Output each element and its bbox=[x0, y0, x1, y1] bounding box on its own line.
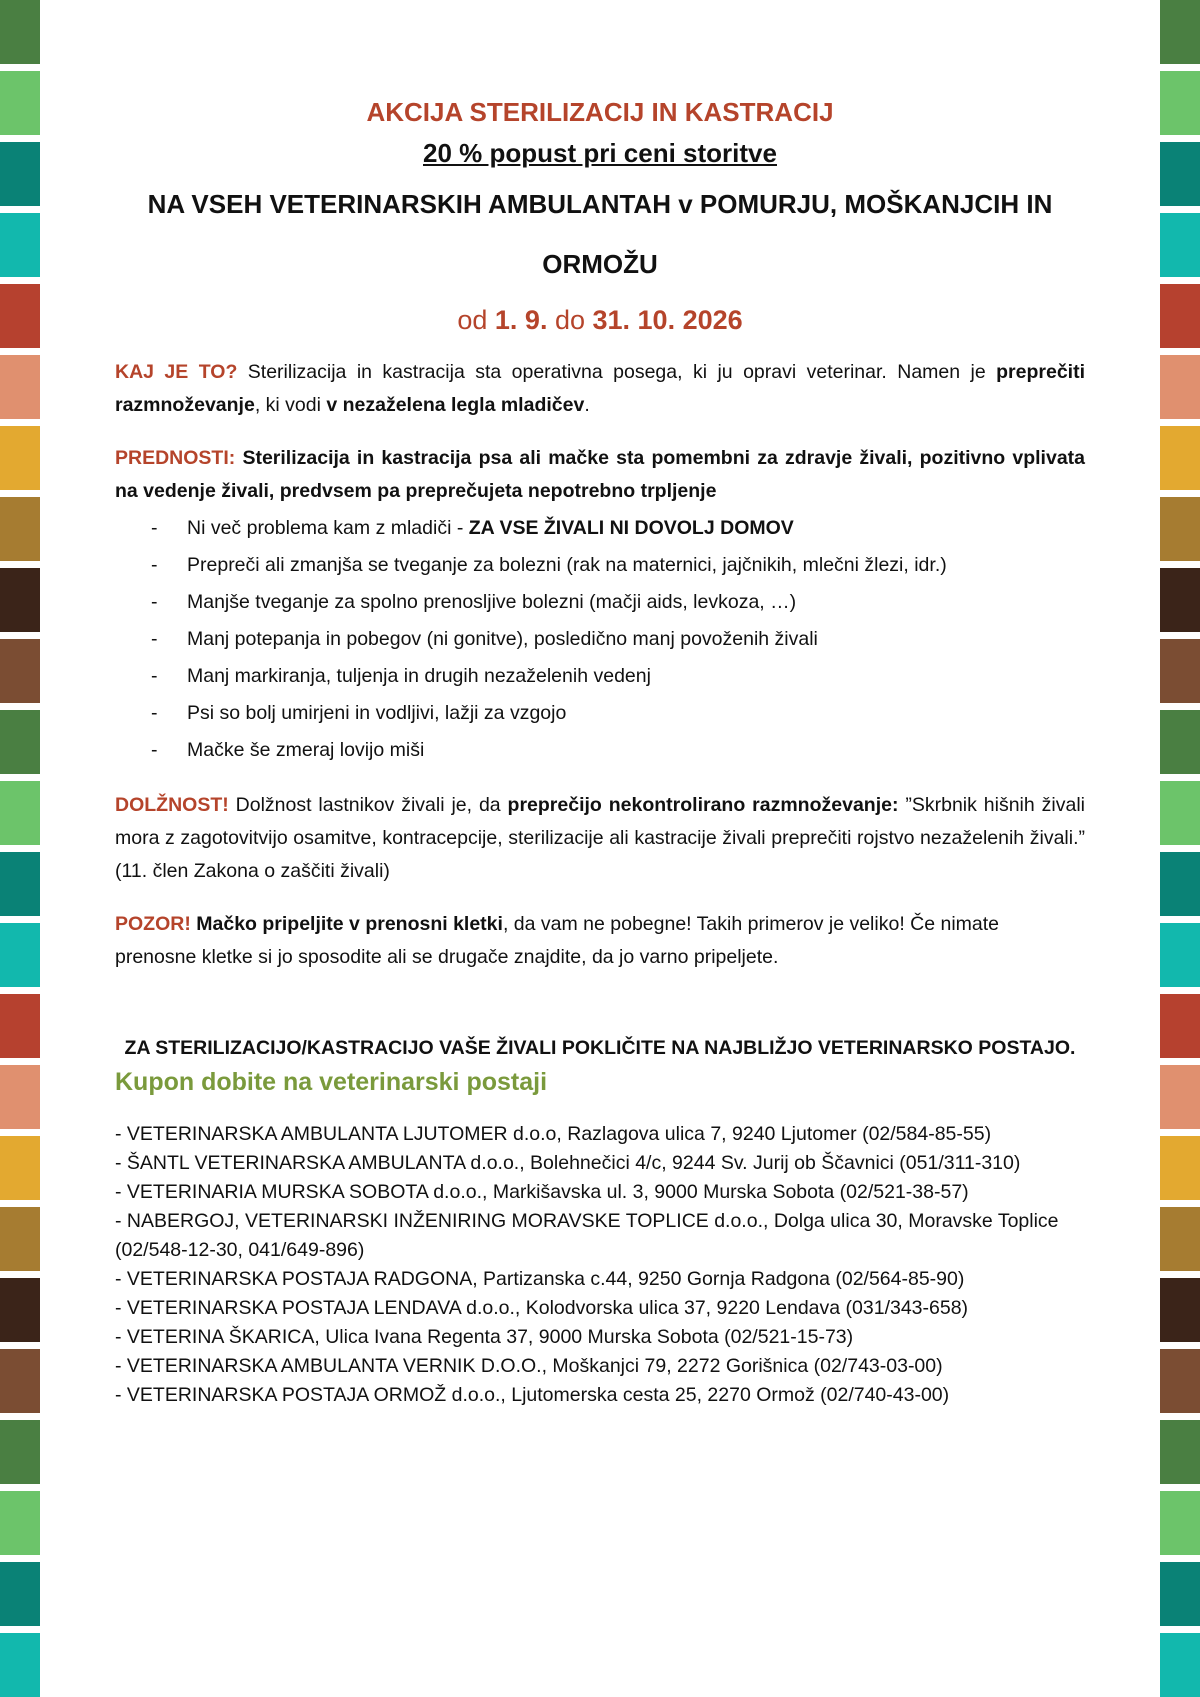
clinic-entry: - VETERINARSKA AMBULANTA LJUTOMER d.o.o, Razlagova ulica 7, 9240 Ljutomer (02/584-85-55) bbox=[115, 1123, 992, 1145]
border-block bbox=[0, 1136, 40, 1200]
border-block bbox=[1160, 994, 1200, 1058]
border-block bbox=[0, 1207, 40, 1271]
border-block bbox=[0, 1420, 40, 1484]
subtitle-line-1: NA VSEH VETERINARSKIH AMBULANTAH v POMURJU, MOŠKANJCIH IN bbox=[147, 189, 1053, 219]
left-color-border bbox=[0, 0, 40, 1697]
border-block bbox=[1160, 852, 1200, 916]
border-block bbox=[1160, 1349, 1200, 1413]
border-block bbox=[1160, 71, 1200, 135]
border-block bbox=[1160, 426, 1200, 490]
border-block bbox=[1160, 1633, 1200, 1697]
border-block bbox=[0, 1278, 40, 1342]
clinic-entry: - VETERINARSKA POSTAJA RADGONA, Partizanska c.44, 9250 Gornja Radgona (02/564-85-90) bbox=[115, 1268, 965, 1290]
border-block bbox=[1160, 0, 1200, 64]
border-block bbox=[1160, 1065, 1200, 1129]
border-block bbox=[0, 1562, 40, 1626]
border-block bbox=[0, 710, 40, 774]
advantage-item: - Mačke še zmeraj lovijo miši bbox=[151, 739, 425, 761]
clinic-entry: - ŠANTL VETERINARSKA AMBULANTA d.o.o., Bolehnečici 4/c, 9244 Sv. Jurij ob Ščavnici (051/311-310) bbox=[115, 1152, 1021, 1174]
border-block bbox=[1160, 142, 1200, 206]
border-block bbox=[0, 71, 40, 135]
clinic-entry: - NABERGOJ, VETERINARSKI INŽENIRING MORAVSKE TOPLICE d.o.o., Dolga ulica 30, Moravske Toplice (02/548-12-30, 041/649-896) bbox=[115, 1210, 1059, 1261]
clinic-entry: - VETERINARSKA POSTAJA ORMOŽ d.o.o., Ljutomerska cesta 25, 2270 Ormož (02/740-43-00) bbox=[115, 1384, 950, 1406]
warning-paragraph: POZOR! Mačko pripeljite v prenosni kletki, da vam ne pobegne! Takih primerov je veliko! Če nimate prenosne kletke si jo sposodite ali se drugače znajdite, da jo varno pripeljete. bbox=[115, 913, 1000, 968]
duty-paragraph: DOLŽNOST! Dolžnost lastnikov živali je, da preprečijo nekontrolirano razmnoževanje: ”Skrbnik hišnih živali mora z zagotovitvijo osamitve, kontracepcije, sterilizacije ali kastracije živali preprečiti rojstvo nezaželenih živali.” (11. člen Zakona o zaščiti živali) bbox=[115, 794, 1085, 882]
clinic-entry: - VETERINARIA MURSKA SOBOTA d.o.o., Markišavska ul. 3, 9000 Murska Sobota (02/521-38-57) bbox=[115, 1181, 969, 1203]
border-block bbox=[0, 1491, 40, 1555]
border-block bbox=[1160, 1420, 1200, 1484]
border-block bbox=[1160, 781, 1200, 845]
border-block bbox=[0, 994, 40, 1058]
clinic-list bbox=[115, 1120, 1085, 1410]
call-to-action: ZA STERILIZACIJO/KASTRACIJO VAŠE ŽIVALI POKLIČITE NA NAJBLIŽJO VETERINARSKO POSTAJO. bbox=[124, 1037, 1076, 1059]
clinic-entry: - VETERINA ŠKARICA, Ulica Ivana Regenta 37, 9000 Murska Sobota (02/521-15-73) bbox=[115, 1326, 854, 1348]
border-block bbox=[1160, 1278, 1200, 1342]
border-block bbox=[1160, 568, 1200, 632]
advantage-item: - Ni več problema kam z mladiči - ZA VSE ŽIVALI NI DOVOLJ DOMOV bbox=[151, 517, 794, 539]
flyer-content bbox=[115, 92, 1085, 1410]
flyer-title: AKCIJA STERILIZACIJ IN KASTRACIJ bbox=[366, 97, 834, 127]
border-block bbox=[0, 1065, 40, 1129]
border-block bbox=[0, 0, 40, 64]
border-block bbox=[0, 923, 40, 987]
promo-dates: od 1. 9. do 31. 10. 2026 bbox=[457, 305, 743, 335]
what-is-it-paragraph: KAJ JE TO? Sterilizacija in kastracija sta operativna posega, ki ju opravi veterinar. Namen je preprečiti razmnoževanje, ki vodi v nezaželena legla mladičev. bbox=[115, 361, 1085, 416]
clinic-entry: - VETERINARSKA POSTAJA LENDAVA d.o.o., Kolodvorska ulica 37, 9220 Lendava (031/343-658) bbox=[115, 1297, 969, 1319]
border-block bbox=[1160, 497, 1200, 561]
border-block bbox=[0, 355, 40, 419]
border-block bbox=[0, 639, 40, 703]
clinic-entry: - VETERINARSKA AMBULANTA VERNIK D.O.O., Moškanjci 79, 2272 Gorišnica (02/743-03-00) bbox=[115, 1355, 943, 1377]
right-color-border bbox=[1160, 0, 1200, 1697]
advantage-item: - Manjše tveganje za spolno prenosljive bolezni (mačji aids, levkoza, …) bbox=[151, 591, 797, 613]
advantages-paragraph: PREDNOSTI: Sterilizacija in kastracija psa ali mačke sta pomembni za zdravje živali, pozitivno vplivata na vedenje živali, predvsem pa preprečujeta nepotrebno trpljenje bbox=[115, 447, 1085, 502]
border-block bbox=[0, 1633, 40, 1697]
subtitle-line-2: ORMOŽU bbox=[542, 249, 658, 279]
border-block bbox=[1160, 213, 1200, 277]
border-block bbox=[1160, 1136, 1200, 1200]
border-block bbox=[0, 284, 40, 348]
advantage-item: - Prepreči ali zmanjša se tveganje za bolezni (rak na maternici, jajčnikih, mlečni žlezi, idr.) bbox=[151, 554, 947, 576]
border-block bbox=[1160, 639, 1200, 703]
border-block bbox=[0, 1349, 40, 1413]
border-block bbox=[0, 852, 40, 916]
advantage-item: - Manj markiranja, tuljenja in drugih nezaželenih vedenj bbox=[151, 665, 651, 687]
border-block bbox=[1160, 710, 1200, 774]
border-block bbox=[1160, 1562, 1200, 1626]
border-block bbox=[1160, 1491, 1200, 1555]
advantage-item: - Manj potepanja in pobegov (ni gonitve), posledično manj povoženih živali bbox=[151, 628, 818, 650]
coupon-note: Kupon dobite na veterinarski postaji bbox=[115, 1068, 548, 1096]
border-block bbox=[1160, 355, 1200, 419]
border-block bbox=[0, 142, 40, 206]
border-block bbox=[0, 426, 40, 490]
discount-headline: 20 % popust pri ceni storitve bbox=[423, 138, 777, 168]
border-block bbox=[1160, 1207, 1200, 1271]
advantages-list bbox=[115, 510, 1085, 769]
advantage-item: - Psi so bolj umirjeni in vodljivi, lažji za vzgojo bbox=[151, 702, 567, 724]
border-block bbox=[0, 781, 40, 845]
border-block bbox=[1160, 923, 1200, 987]
border-block bbox=[1160, 284, 1200, 348]
border-block bbox=[0, 568, 40, 632]
border-block bbox=[0, 497, 40, 561]
border-block bbox=[0, 213, 40, 277]
